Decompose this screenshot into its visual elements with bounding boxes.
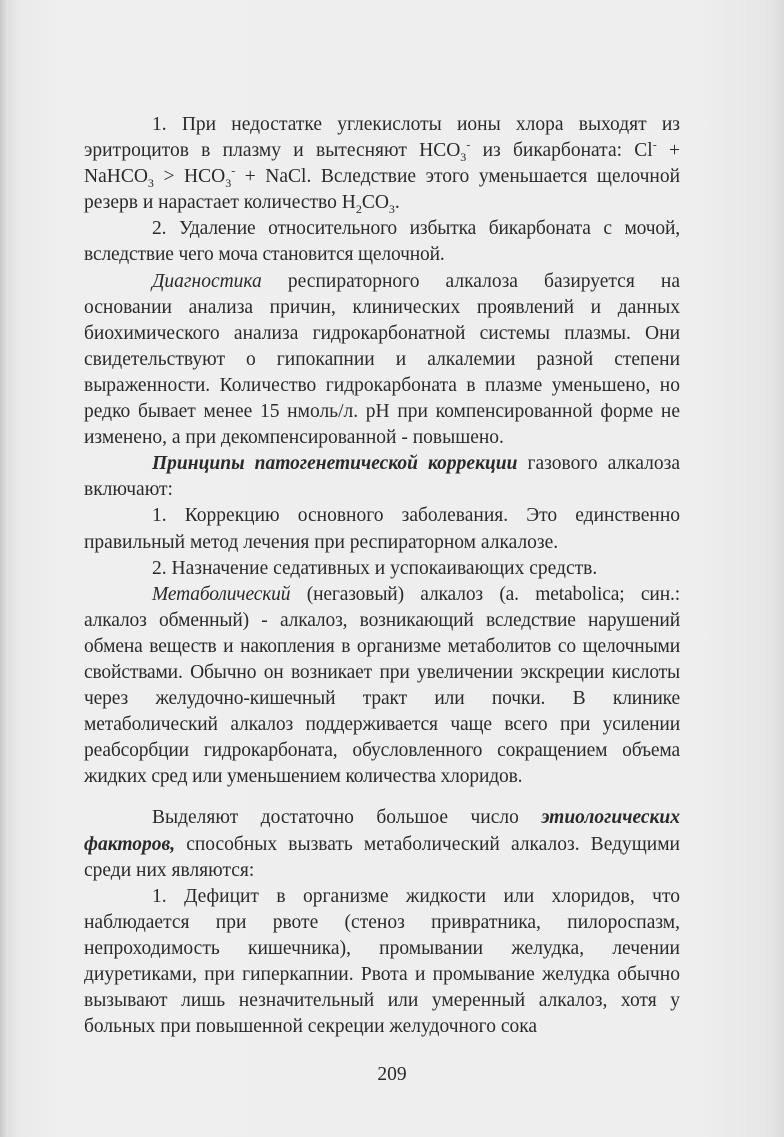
paragraph-4: Принципы патогенетической коррекции газового алкалоза включают:: [84, 453, 680, 501]
paragraph-5: 1. Коррекцию основного заболевания. Это единственно правильный метод лечения при респираторном алкалозе.: [84, 505, 680, 553]
heading-correction-principles: Принципы патогенетической коррекции: [152, 453, 518, 475]
page-number: 209: [377, 1064, 407, 1085]
paragraph-1: 1. При недостатке углекислоты ионы хлора выходят из эритроцитов в плазму и вытесняют $HCO_3^-$ из бикарбоната: Cl- + NaHCO$_3$ > $HCO_3^-$ + NaCl. Вследствие этого уменьшается щелочной резерв и нарастает количество $H_2CO_3$.: [84, 114, 680, 217]
paragraph-8: Выделяют достаточно большое число этиологических факторов, способных вызвать метаболический алкалоз. Ведущими среди них являются:: [84, 807, 680, 881]
scan-edge-mark: [0, 0, 8, 1137]
paragraph-9: 1. Дефицит в организме жидкости или хлоридов, что наблюдается при рвоте (стеноз привратника, пилороспазм, непроходимость кишечника), промывании желудка, лечении диуретиками, при гиперкапнии. Рвота и промывание желудка обычно вызывают лишь незначительный или умеренный алкалоз, хотя у больных при повышенной секреции желудочного сока: [84, 885, 680, 1038]
term-diagnostics: Диагностика: [152, 270, 262, 292]
paragraph-3: Диагностика респираторного алкалоза базируется на основании анализа причин, клинических проявлений и данных биохимического анализа гидрокарбонатной системы плазмы. Они свидетельствуют о гипокапнии и алкалемии разной степени выраженности. Количество гидрокарбоната в плазме уменьшено, но редко бывает менее 15 нмоль/л. pH при компенсированной форме не изменено, а при декомпенсированной - повышено.: [84, 270, 680, 449]
paragraph-6: 2. Назначение седативных и успокаивающих средств.: [152, 557, 598, 579]
body-text: [84, 112, 680, 1040]
paragraph-7: Метаболический (негазовый) алкалоз (а. metabolica; син.: алкалоз обменный) - алкалоз, возникающий вследствие нарушений обмена веществ и накопления в организме метаболитов со щелочными свойствами. Обычно он возникает при увеличении экскреции кислоты через желудочно-кишечный тракт или почки. В клинике метаболический алкалоз поддерживается чаще всего при усилении реабсорбции гидрокарбоната, обусловленного сокращением объема жидких сред или уменьшением количества хлоридов.: [84, 583, 680, 788]
term-metabolic: Метаболический: [152, 583, 291, 605]
heading-etiological-factors: этиологических факторов,: [84, 807, 680, 855]
paragraph-2: 2. Удаление относительного избытка бикарбоната с мочой, вследствие чего моча становится щелочной.: [84, 218, 680, 266]
